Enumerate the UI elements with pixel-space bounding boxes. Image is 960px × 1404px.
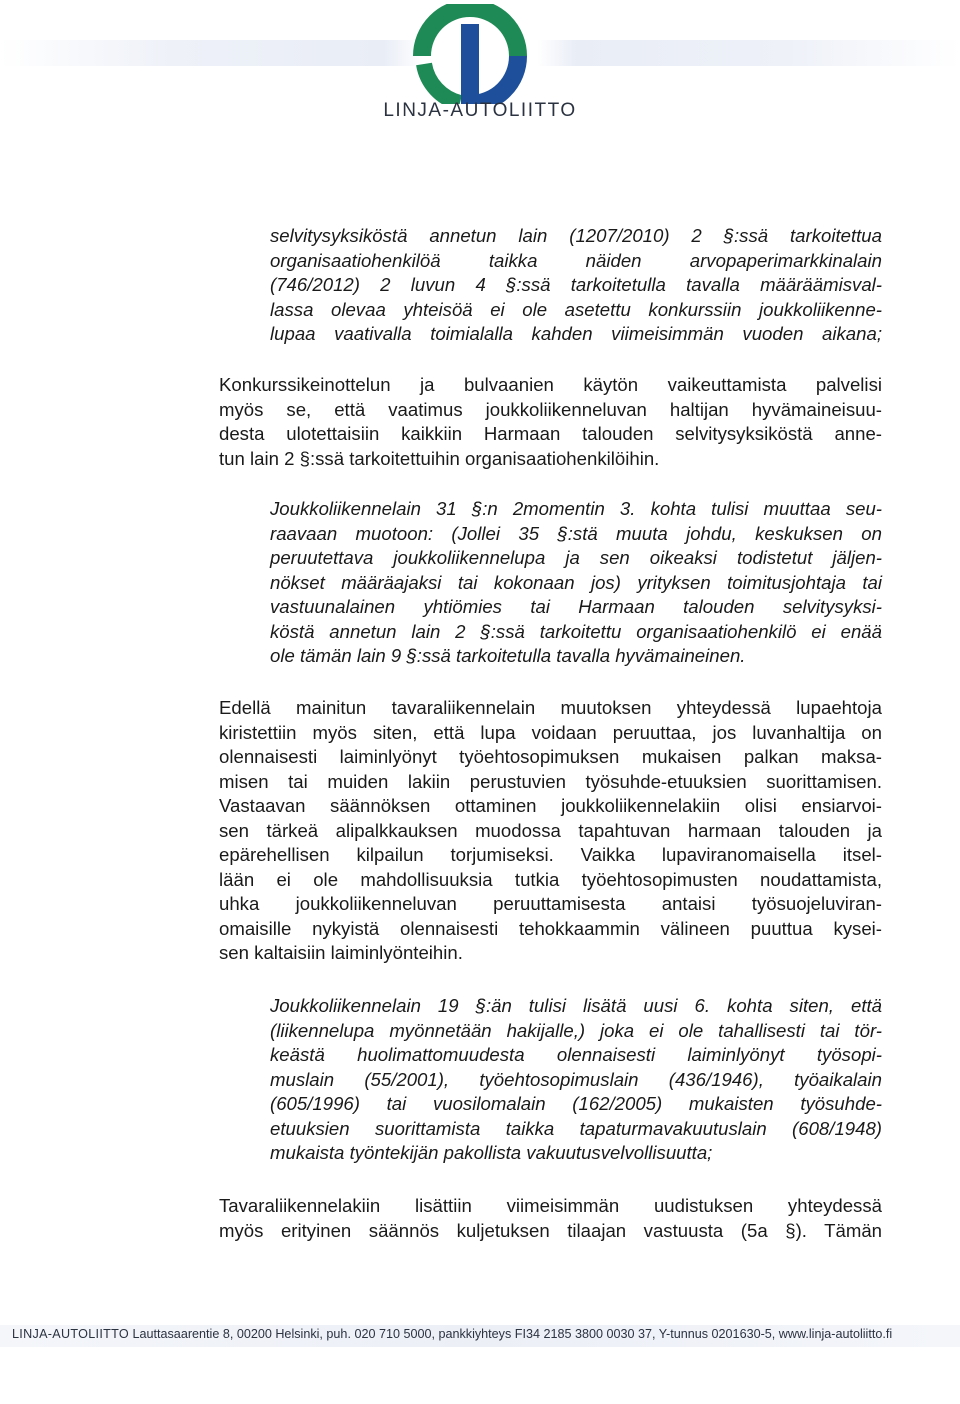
linja-autoliitto-logo-icon — [405, 4, 535, 104]
text-line: (605/1996) tai vuosilomalain (162/2005) mukaisten työsuhde- — [270, 1093, 882, 1114]
text-line: lassa olevaa yhteisöä ei ole asetettu konkurssiin joukkoliikenne- — [270, 298, 882, 320]
paragraph-3 — [270, 497, 882, 669]
text-line: organisaatiohenkilöä taikka näiden arvopaperimarkkinalain — [270, 249, 882, 271]
text-line: (liikennelupa myönnetään hakijalle,) joka ei ole tahallisesti tai tör- — [270, 1019, 882, 1041]
text-line: (746/2012) 2 luvun 4 §:ssä tarkoitetulla tavalla määräämisval- — [270, 274, 882, 295]
text-line: olennaisesti laiminlyönyt työehtosopimuksen mukaisen palkan maksa- — [219, 746, 882, 767]
text-line: ole tämän lain 9 §:ssä tarkoitetulla tavalla hyvämaineinen. — [270, 645, 746, 666]
text-line: lään ei ole mahdollisuuksia tutkia työehtosopimusten noudattamista, — [219, 868, 882, 890]
footer-address: Lauttasaarentie 8, 00200 Helsinki, puh. 020 710 5000, pankkiyhteys FI34 2185 3800 0030 37, Y-tunnus 0201630-5, www.linja-autoliitto.fi — [129, 1327, 893, 1341]
text-line: keästä huolimattomuudesta olennaisesti laiminlyönyt työsopi- — [270, 1044, 882, 1065]
footer — [0, 1325, 960, 1365]
text-line: vastuunalainen yhtiömies tai Harmaan talouden selvitysyksi- — [270, 596, 882, 617]
paragraph-2 — [219, 373, 882, 471]
paragraph-1 — [270, 224, 882, 347]
paragraph-6 — [219, 1194, 882, 1243]
text-line: myös se, että vaatimus joukkoliikenneluvan haltijan hyvämaineisuu- — [219, 398, 882, 420]
text-line: etuuksien suorittamista taikka tapaturmavakuutuslain (608/1948) — [270, 1117, 882, 1139]
text-line: myös erityinen säännös kuljetuksen tilaajan vastuusta (5a §). Tämän — [219, 1219, 882, 1241]
text-line: Edellä mainitun tavaraliikennelain muutoksen yhteydessä lupaehtoja — [219, 697, 882, 718]
text-line: köstä annetun lain 2 §:ssä tarkoitettu organisaatiohenkilö ei enää — [270, 620, 882, 642]
text-line: tun lain 2 §:ssä tarkoitettuihin organisaatiohenkilöihin. — [219, 447, 660, 469]
text-line: misen tai muiden lakiin perustuvien työsuhde-etuuksien suorittamisen. — [219, 770, 882, 792]
text-line: Joukkoliikennelain 19 §:än tulisi lisätä uusi 6. kohta siten, että — [270, 995, 882, 1016]
text-line: kiristettiin myös siten, että lupa voidaan peruuttaa, jos luvanhaltija on — [219, 721, 882, 743]
text-line: lupaa vaativalla toimialalla kahden viimeisimmän vuoden aikana; — [270, 323, 882, 344]
text-line: Vastaavan säännöksen ottaminen joukkoliikennelakiin olisi ensiarvoi- — [219, 795, 882, 816]
text-line: desta ulotettaisiin kaikkiin Harmaan talouden selvitysyksiköstä anne- — [219, 423, 882, 444]
text-line: Tavaraliikennelakiin lisättiin viimeisimmän uudistuksen yhteydessä — [219, 1195, 882, 1216]
footer-brand: LINJA-AUTOLIITTO — [12, 1327, 129, 1341]
brand-name: LINJA-AUTOLIITTO — [383, 100, 577, 121]
text-line: muslain (55/2001), työehtosopimuslain (436/1946), työaikalain — [270, 1068, 882, 1090]
text-line: omaisille nykyistä olennaisesti tehokkaammin välineen puuttua kysei- — [219, 917, 882, 939]
paragraph-5 — [270, 994, 882, 1166]
text-line: Joukkoliikennelain 31 §:n 2momentin 3. kohta tulisi muuttaa seu- — [270, 498, 882, 519]
text-line: raavaan muotoon: (Jollei 35 §:stä muuta johdu, keskuksen on — [270, 522, 882, 544]
text-line: uhka joukkoliikenneluvan peruuttamisesta antaisi työsuojeluviran- — [219, 893, 882, 914]
text-line: epärehellisen kilpailun torjumiseksi. Vaikka lupaviranomaisella itsel- — [219, 844, 882, 865]
text-line: nökset määräajaksi tai kokonaan jos) yrityksen toimitusjohtaja tai — [270, 571, 882, 593]
text-line: Konkurssikeinottelun ja bulvaanien käytön vaikeuttamista palvelisi — [219, 374, 882, 395]
text-line: selvitysyksiköstä annetun lain (1207/2010) 2 §:ssä tarkoitettua — [270, 225, 882, 246]
text-line: sen tärkeä alipalkkauksen muodossa tapahtuvan harmaan talouden ja — [219, 819, 882, 841]
text-line: mukaista työntekijän pakollista vakuutusvelvollisuutta; — [270, 1142, 713, 1163]
footer-text — [12, 1327, 957, 1341]
text-line: peruutettava joukkoliikennelupa ja sen oikeaksi todistetut jäljen- — [270, 547, 882, 568]
text-line: sen kaltaisiin laiminlyönteihin. — [219, 942, 463, 963]
paragraph-4 — [219, 696, 882, 966]
